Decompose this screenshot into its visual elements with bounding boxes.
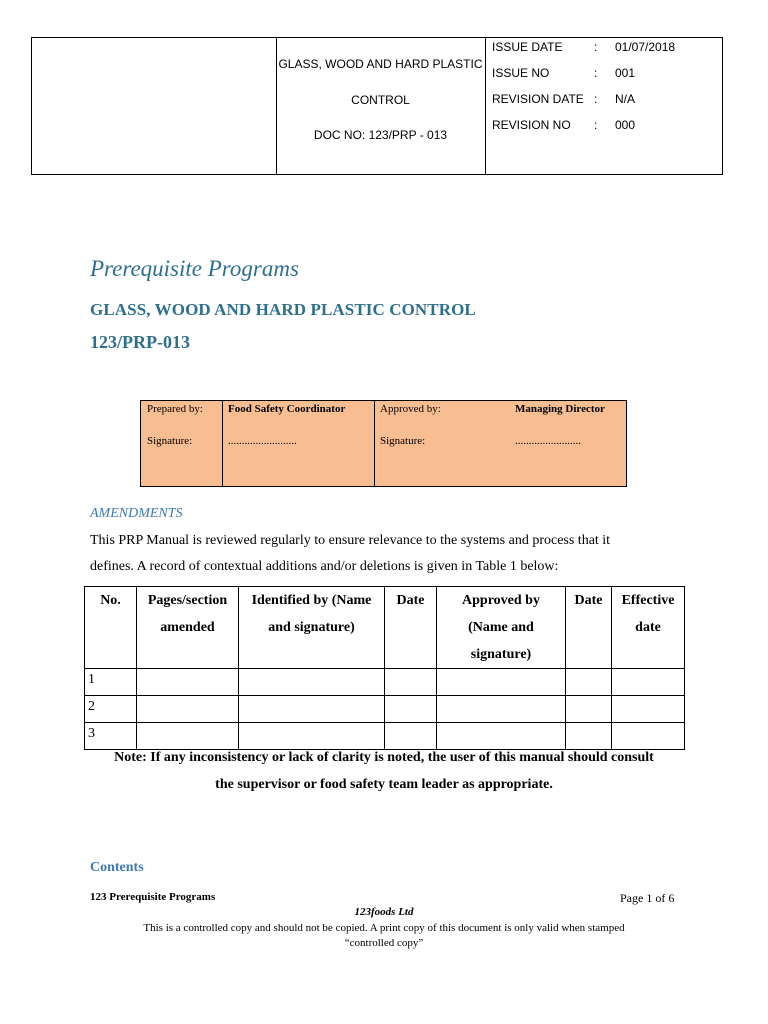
page-number: Page 1 of 6 — [620, 891, 675, 905]
revision-no-sep: : — [594, 118, 598, 132]
issue-no-label: ISSUE NO — [492, 66, 550, 80]
approval-divider — [222, 401, 223, 486]
amendments-table — [84, 586, 685, 750]
col-header-approved-by: Approved by (Name and signature) — [437, 587, 566, 669]
table-cell — [239, 696, 385, 723]
revision-date-sep: : — [594, 92, 598, 106]
note-line1: Note: If any inconsistency or lack of clarity is noted, the user of this manual should consult — [114, 750, 654, 765]
table-cell — [566, 696, 612, 723]
table-cell — [437, 669, 566, 696]
approval-box — [140, 400, 627, 487]
doc-number: DOC NO: 123/PRP - 013 — [313, 128, 448, 142]
table-cell — [385, 723, 437, 750]
table-cell — [566, 669, 612, 696]
row-number: 3 — [85, 723, 137, 750]
doc-title-cell — [276, 38, 486, 174]
issue-date-value: 01/07/2018 — [615, 40, 676, 54]
approved-by-value: Managing Director — [515, 403, 605, 415]
col-header-date-2: Date — [566, 587, 612, 669]
table-cell — [137, 723, 239, 750]
revision-no-label: REVISION NO — [492, 118, 571, 132]
table-row — [85, 723, 685, 750]
prepared-signature-label: Signature: — [147, 435, 193, 447]
issue-no-value: 001 — [615, 66, 636, 80]
revision-no-value: 000 — [615, 118, 636, 132]
document-code: 123/PRP-013 — [90, 332, 190, 352]
logo-cell — [32, 38, 277, 174]
approved-by-label: Approved by: — [380, 403, 441, 415]
table-cell — [437, 723, 566, 750]
issue-date-sep: : — [594, 40, 598, 54]
col-header-effective-date: Effective date — [612, 587, 685, 669]
table-cell — [612, 723, 685, 750]
approved-signature-label: Signature: — [380, 435, 426, 447]
amendments-heading: AMENDMENTS — [90, 506, 183, 521]
table-cell — [437, 696, 566, 723]
row-number: 1 — [85, 669, 137, 696]
table-cell — [612, 696, 685, 723]
note-line2: the supervisor or food safety team leader as appropriate. — [215, 777, 553, 792]
revision-date-label: REVISION DATE — [492, 92, 584, 106]
approval-divider — [374, 401, 375, 486]
doc-title-line1: GLASS, WOOD AND HARD PLASTIC — [278, 57, 483, 71]
col-header-identified-by: Identified by (Name and signature) — [239, 587, 385, 669]
col-header-date: Date — [385, 587, 437, 669]
table-cell — [239, 669, 385, 696]
table-cell — [566, 723, 612, 750]
table-cell — [385, 696, 437, 723]
footer-company: 123foods Ltd — [354, 906, 414, 918]
amendments-paragraph-line2: defines. A record of contextual additions and/or deletions is given in Table 1 below: — [90, 559, 559, 574]
table-cell — [385, 669, 437, 696]
issue-no-sep: : — [594, 66, 598, 80]
approved-signature-line: ........................ — [515, 435, 581, 447]
page-title: Prerequisite Programs — [90, 256, 299, 281]
prepared-by-label: Prepared by: — [147, 403, 203, 415]
revision-date-value: N/A — [615, 92, 636, 106]
prepared-by-value: Food Safety Coordinator — [228, 403, 346, 415]
table-cell — [612, 669, 685, 696]
table-row — [85, 696, 685, 723]
document-header — [31, 37, 723, 175]
table-row — [85, 669, 685, 696]
table-header-row — [85, 587, 685, 669]
prepared-signature-line: ......................... — [228, 435, 297, 447]
col-header-pages-section: Pages/section amended — [137, 587, 239, 669]
col-header-no: No. — [85, 587, 137, 669]
contents-heading: Contents — [90, 860, 144, 875]
page-subtitle: GLASS, WOOD AND HARD PLASTIC CONTROL — [90, 300, 476, 319]
footer-notice-line2: “controlled copy” — [344, 937, 424, 949]
table-cell — [137, 696, 239, 723]
table-cell — [137, 669, 239, 696]
amendments-paragraph-line1: This PRP Manual is reviewed regularly to ensure relevance to the systems and process that it — [90, 533, 611, 548]
doc-title-line2: CONTROL — [351, 93, 410, 107]
table-cell — [239, 723, 385, 750]
footer-notice-line1: This is a controlled copy and should not be copied. A print copy of this document is only valid when stamped — [143, 922, 625, 934]
row-number: 2 — [85, 696, 137, 723]
footer-left: 123 Prerequisite Programs — [90, 891, 216, 903]
issue-date-label: ISSUE DATE — [492, 40, 563, 54]
